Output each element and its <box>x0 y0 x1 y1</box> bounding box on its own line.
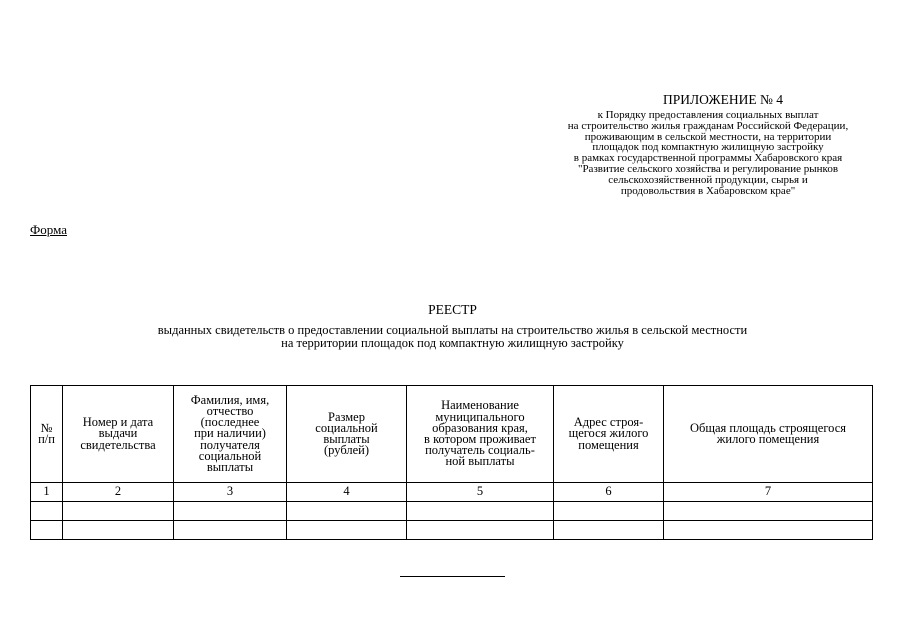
appendix-line: сельскохозяйственной продукции, сырья и <box>608 173 808 186</box>
form-label: Форма <box>30 222 67 237</box>
header-municipality <box>407 386 554 483</box>
table-cell <box>664 521 873 540</box>
table-cell <box>31 521 63 540</box>
subtitle-line: выданных свидетельств о предоставлении социальной выплаты на строительство жилья в сельской местности <box>157 323 748 337</box>
table-cell <box>287 521 407 540</box>
table-cell <box>287 502 407 521</box>
header-line: (последнее <box>200 415 260 430</box>
appendix-line: проживающим в сельской местности, на территории <box>584 130 832 143</box>
header-certificate <box>63 386 174 483</box>
table-cell <box>407 502 554 521</box>
header-line: № <box>40 420 53 435</box>
header-line: получатель социаль- <box>425 443 535 458</box>
header-line: п/п <box>38 432 55 446</box>
appendix-line: продовольствия в Хабаровском крае" <box>620 184 796 197</box>
footer-divider <box>400 576 505 577</box>
header-recipient-name <box>174 386 287 483</box>
header-number <box>31 386 63 483</box>
header-line: в котором проживает <box>424 432 536 446</box>
table-cell <box>407 521 554 540</box>
column-number-cell: 1 <box>31 483 63 502</box>
column-number-cell: 7 <box>664 483 873 502</box>
header-line: выплаты <box>206 460 254 474</box>
header-line: Адрес строя- <box>573 415 644 430</box>
header-line: щегося жилого <box>568 426 649 441</box>
table-row <box>31 521 873 540</box>
appendix-line: "Развитие сельского хозяйства и регулирование рынков <box>577 162 839 175</box>
document-subtitle <box>0 324 905 350</box>
header-line: выплаты <box>323 432 370 446</box>
table-cell <box>664 502 873 521</box>
header-line: социальной <box>198 448 262 463</box>
table-cell <box>174 502 287 521</box>
appendix-line: площадок под компактную жилищную застройку <box>592 141 824 154</box>
column-number-cell: 3 <box>174 483 287 502</box>
header-line: отчество <box>206 403 254 418</box>
header-line: Номер и дата <box>82 415 154 430</box>
registry-table <box>30 385 873 540</box>
table-cell <box>174 521 287 540</box>
header-line: социальной <box>315 420 378 435</box>
header-line: Общая площадь строящегося <box>690 420 846 435</box>
header-line: Размер <box>328 409 365 424</box>
column-numbers-row <box>31 483 873 502</box>
header-line: образования края, <box>432 420 528 435</box>
header-line: жилого помещения <box>716 432 820 446</box>
header-line: помещения <box>578 437 639 452</box>
table-cell <box>554 502 664 521</box>
header-row <box>31 386 873 483</box>
table-cell <box>31 502 63 521</box>
header-line: муниципального <box>435 409 525 424</box>
header-line: Фамилия, имя, <box>190 392 270 407</box>
header-line: при наличии) <box>194 426 266 441</box>
document-title: РЕЕСТР <box>428 302 477 317</box>
appendix-title: ПРИЛОЖЕНИЕ № 4 <box>662 92 784 107</box>
header-line: (рублей) <box>323 443 370 458</box>
column-number-cell: 2 <box>63 483 174 502</box>
subtitle-line: на территории площадок под компактную жилищную застройку <box>281 336 624 350</box>
header-address <box>554 386 664 483</box>
header-line: свидетельства <box>80 437 156 452</box>
table-cell <box>63 502 174 521</box>
table-cell <box>554 521 664 540</box>
appendix-line: в рамках государственной программы Хабаровского края <box>573 152 843 165</box>
table-row <box>31 502 873 521</box>
header-line: Наименование <box>441 398 519 413</box>
header-line: получателя <box>200 437 260 452</box>
column-number-cell: 6 <box>554 483 664 502</box>
header-line: ной выплаты <box>445 454 515 469</box>
appendix-line: на строительство жилья гражданам Российской Федерации, <box>567 119 849 132</box>
appendix-block <box>530 92 886 196</box>
header-payment-amount <box>287 386 407 483</box>
header-area <box>664 386 873 483</box>
column-number-cell: 4 <box>287 483 407 502</box>
header-line: выдачи <box>98 426 138 441</box>
table-cell <box>63 521 174 540</box>
column-number-cell: 5 <box>407 483 554 502</box>
appendix-line: к Порядку предоставления социальных выплат <box>597 109 819 121</box>
